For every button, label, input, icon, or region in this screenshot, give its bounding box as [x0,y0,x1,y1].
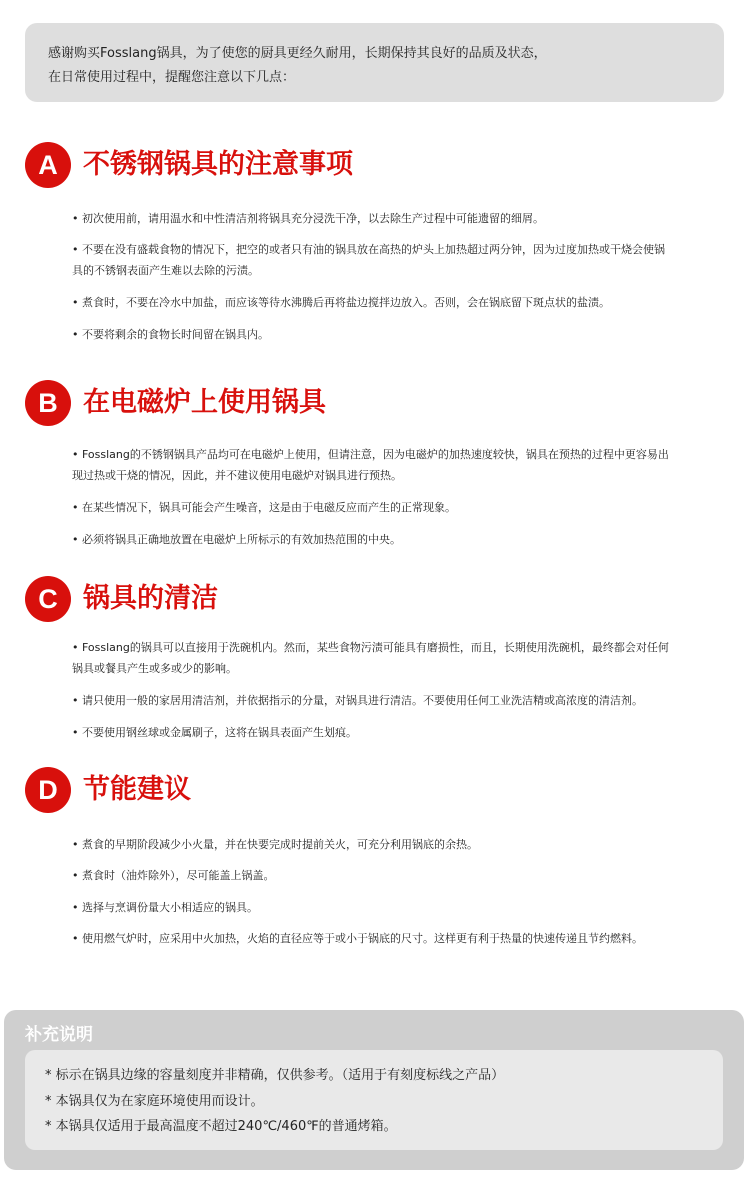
intro-box [25,23,724,102]
section-c-title: 锅具的清洁 [83,583,218,614]
list-item [72,834,724,855]
list-item-text: • 煮食时（油炸除外），尽可能盖上锅盖。 [72,869,275,882]
list-item [72,292,724,313]
supplement-title: 补充说明 [25,1025,93,1045]
section-d-badge: D [25,767,71,813]
intro-line-1: 感谢购买Fosslang锅具，为了使您的厨具更经久耐用，长期保持其良好的品质及状态， [48,46,547,61]
list-item-text: • Fosslang的锅具可以直接用于洗碗机内。然而，某些食物污渍可能具有磨损性，而且，长期使用洗碗机，最终都会对任何 [72,641,669,654]
supplement-line: * 本锅具仅为在家庭环境使用而设计。 [45,1094,264,1109]
list-item [72,690,724,711]
supplement-line: * 标示在锅具边缘的容量刻度并非精确，仅供参考。（适用于有刻度标线之产品） [45,1068,505,1083]
list-item-text: • 不要将剩余的食物长时间留在锅具内。 [72,328,269,341]
list-item-text: • 不要使用钢丝球或金属刷子，这将在锅具表面产生划痕。 [72,726,357,739]
list-item [72,444,724,486]
supplement-box [25,1050,723,1150]
section-b-title: 在电磁炉上使用锅具 [83,387,326,418]
section-a-title: 不锈钢锅具的注意事项 [83,149,353,180]
list-item [72,497,724,518]
list-item-text: • 不要在没有盛载食物的情况下，把空的或者只有油的锅具放在高热的炉头上加热超过两分钟，因为过度加热或干烧会使锅 [72,243,665,256]
list-item-text: • 煮食时，不要在冷水中加盐，而应该等待水沸腾后再将盐边搅拌边放入。否则，会在锅底留下斑点状的盐渍。 [72,296,610,309]
supplement-panel [4,1010,744,1170]
list-item-text: 具的不锈钢表面产生难以去除的污渍。 [72,264,259,277]
list-item [72,865,724,886]
list-item-text: • 请只使用一般的家居用清洁剂，并依据指示的分量，对锅具进行清洁。不要使用任何工业洗洁精或高浓度的清洁剂。 [72,694,643,707]
list-item-text: • 在某些情况下，锅具可能会产生噪音，这是由于电磁反应而产生的正常现象。 [72,501,456,514]
list-item [72,529,724,550]
list-item-text: • 煮食的早期阶段减少小火量，并在快要完成时提前关火，可充分利用锅底的余热。 [72,838,478,851]
supplement-line: * 本锅具仅适用于最高温度不超过240℃/460℉的普通烤箱。 [45,1119,397,1134]
list-item [72,722,724,743]
list-item-text: 锅具或餐具产生或多或少的影响。 [72,662,237,675]
section-c-badge: C [25,576,71,622]
list-item [72,324,724,345]
intro-line-2: 在日常使用过程中，提醒您注意以下几点： [48,70,296,85]
list-item-text: • Fosslang的不锈钢锅具产品均可在电磁炉上使用，但请注意，因为电磁炉的加热速度较快，锅具在预热的过程中更容易出 [72,448,669,461]
section-a-badge: A [25,142,71,188]
list-item-text: • 初次使用前，请用温水和中性清洁剂将锅具充分浸洗干净，以去除生产过程中可能遗留的细屑。 [72,212,544,225]
list-item [72,637,724,679]
section-d-title: 节能建议 [83,774,191,805]
list-item-text: • 选择与烹调份量大小相适应的锅具。 [72,901,258,914]
list-item [72,239,724,281]
list-item-text: 现过热或干烧的情况，因此，并不建议使用电磁炉对锅具进行预热。 [72,469,402,482]
list-item [72,928,724,949]
section-b-badge: B [25,380,71,426]
list-item-text: • 使用燃气炉时，应采用中火加热，火焰的直径应等于或小于锅底的尺寸。这样更有利于热量的快速传递且节约燃料。 [72,932,643,945]
list-item-text: • 必须将锅具正确地放置在电磁炉上所标示的有效加热范围的中央。 [72,533,401,546]
list-item [72,208,724,229]
list-item [72,897,724,918]
